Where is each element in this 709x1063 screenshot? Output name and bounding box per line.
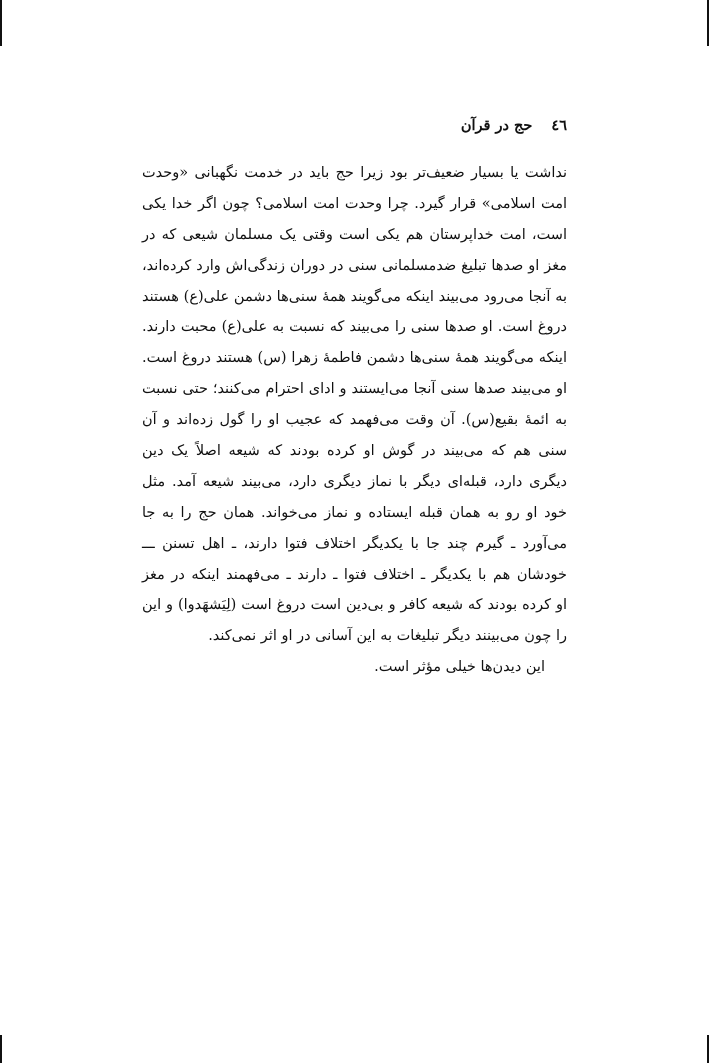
text-line: است، امت خداپرستان هم یکی است وقتی یک مسلمان شیعی که در <box>142 226 567 243</box>
text-line: می‌آورد ـ گیرم چند جا با یکدیگر اختلاف فتوا دارند، ـ اهل تسنن ـــ <box>142 535 567 552</box>
final-paragraph: این دیدن‌ها خیلی مؤثر است. <box>374 659 545 676</box>
text-line: دیگری دارد، قبله‌ای دیگر با نماز دیگری دارد، می‌بیند شیعه آمد. مثل <box>142 473 567 490</box>
text-line: نداشت یا بسیار ضعیف‌تر بود زیرا حج باید در خدمت نگهبانی «وحدت <box>142 165 567 181</box>
running-title: حج در قرآن <box>460 117 533 134</box>
text-line: خودشان هم با یکدیگر ـ اختلاف فتوا ـ دارند ـ می‌فهمند اینکه در مغز <box>142 566 567 583</box>
body-text <box>142 158 567 683</box>
text-line: مغز او صدها تبلیغ ضدمسلمانی سنی در دوران زندگی‌اش وارد کرده‌اند، <box>142 257 567 274</box>
crop-mark-top-left <box>0 0 2 46</box>
page-number: ٤٦ <box>551 117 567 134</box>
text-line: او کرده بودند که شیعه کافر و بی‌دین است دروغ است (لِیَشهَدوا) و این <box>142 597 567 614</box>
running-head <box>127 117 567 134</box>
text-line: به ائمهٔ بقیع(س). آن وقت می‌فهمد که عجیب او را گول زده‌اند و آن <box>142 412 567 429</box>
crop-mark-bottom-left <box>0 1035 2 1063</box>
text-line: به آنجا می‌رود می‌بیند اینکه می‌گویند همهٔ سنی‌ها دشمن علی(ع) هستند <box>142 288 567 305</box>
text-line: اینکه می‌گویند همهٔ سنی‌ها دشمن فاطمهٔ زهرا (س) هستند دروغ است. <box>142 350 567 367</box>
text-line: دروغ است. او صدها سنی را می‌بیند که نسبت به علی(ع) محبت دارند. <box>142 319 567 336</box>
text-line: را چون می‌بینند دیگر تبلیغات به این آسانی در او اثر نمی‌کند. <box>208 628 567 645</box>
text-line: سنی هم که می‌بیند در گوش او کرده بودند که شیعه اصلاً یک دین <box>142 443 567 460</box>
text-line: امت اسلامی» قرار گیرد. چرا وحدت امت اسلامی؟ چون اگر خدا یکی <box>142 195 567 212</box>
text-line: خود او رو به همان قبله ایستاده و نماز می‌خواند. همان حج را به جا <box>142 504 567 521</box>
text-line: او می‌بیند صدها سنی آنجا می‌ایستند و ادای احترام می‌کنند؛ حتی نسبت <box>142 381 567 398</box>
